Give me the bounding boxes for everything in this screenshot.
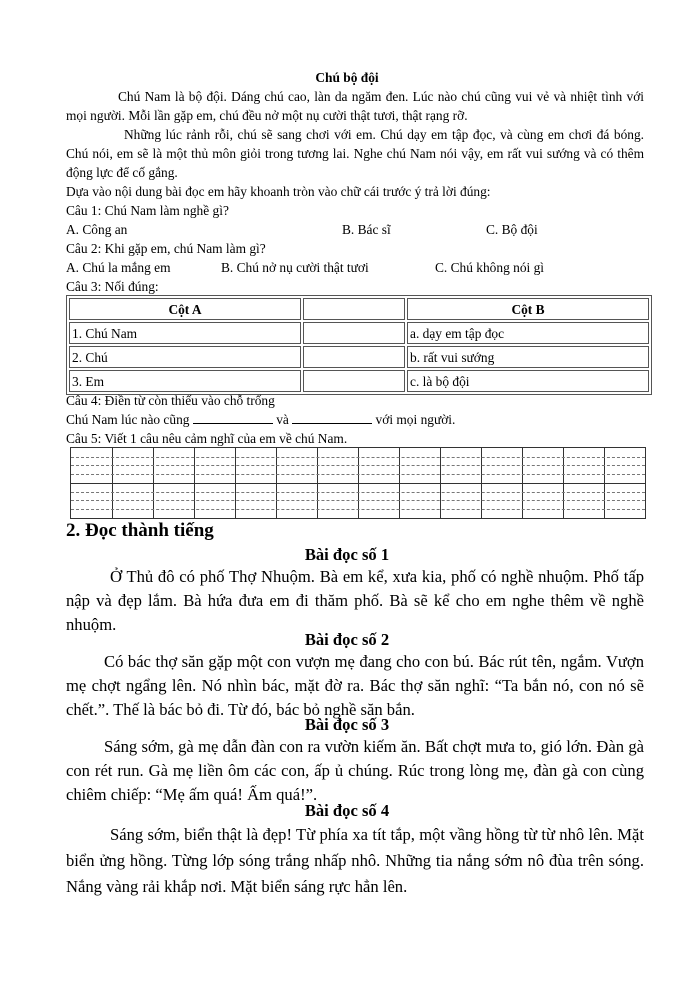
story-title: Chú bộ đội <box>315 70 379 85</box>
column-a-item[interactable]: 1. Chú Nam <box>69 322 301 344</box>
section-2-title: 2. Đọc thành tiếng <box>66 520 214 541</box>
question-2: Câu 2: Khi gặp em, chú Nam làm gì? <box>66 241 266 256</box>
blank-1[interactable] <box>193 411 273 424</box>
column-b-header: Cột B <box>407 298 649 320</box>
story-paragraph-1: Chú Nam là bộ đội. Dáng chú cao, làn da ngăm đen. Lúc nào chú cũng vui vẻ và nhiệt tình với mọi người. Mỗi lần gặp em, chú đều nở một nụ cười thật tươi, thật rạng rỡ. <box>66 89 644 123</box>
q2-option-c[interactable]: C. Chú không nói gì <box>435 260 544 275</box>
reading-3-text: Sáng sớm, gà mẹ dẫn đàn con ra vườn kiếm ăn. Bất chợt mưa to, gió lớn. Đàn gà con rét run. Gà mẹ liền ôm các con, ấp ủ chúng. Rúc trong lòng mẹ, đàn gà con cùng chiêm chiếp: “Mẹ ấm quá! Ấm quá!”. <box>66 737 644 804</box>
column-a-item[interactable]: 3. Em <box>69 370 301 392</box>
connector-cell[interactable] <box>303 298 405 320</box>
question-5: Câu 5: Viết 1 câu nêu cảm nghĩ của em về chú Nam. <box>66 431 348 446</box>
table-row <box>69 370 649 392</box>
writing-grid[interactable] <box>70 447 646 519</box>
table-header-row <box>69 298 649 320</box>
question-3: Câu 3: Nối đúng: <box>66 279 159 294</box>
connector-cell[interactable] <box>303 322 405 344</box>
table-row <box>69 322 649 344</box>
column-b-item[interactable]: c. là bộ đội <box>407 370 649 392</box>
question-1: Câu 1: Chú Nam làm nghề gì? <box>66 203 229 218</box>
q1-option-c[interactable]: C. Bộ đội <box>486 222 538 237</box>
fill-in-part-3: với mọi người. <box>375 412 456 427</box>
instruction-text: Dựa vào nội dung bài đọc em hãy khoanh tròn vào chữ cái trước ý trả lời đúng: <box>66 184 491 199</box>
q1-option-a[interactable]: A. Công an <box>66 222 128 237</box>
question-4: Câu 4: Điền từ còn thiếu vào chỗ trống <box>66 393 275 408</box>
reading-1-title: Bài đọc số 1 <box>304 545 390 564</box>
matching-table <box>66 295 652 395</box>
q2-option-b[interactable]: B. Chú nở nụ cười thật tươi <box>221 260 369 275</box>
fill-in-part-2: và <box>276 412 289 427</box>
reading-1-text: Ở Thủ đô có phố Thợ Nhuộm. Bà em kể, xưa kia, phố có nghề nhuộm. Phố tấp nập và đẹp lắm. Bà hứa đưa em đi thăm phố. Bà sẽ kể cho em nghe thêm về nghề nhuộm. <box>66 567 644 634</box>
column-a-item[interactable]: 2. Chú <box>69 346 301 368</box>
reading-4-text: Sáng sớm, biển thật là đẹp! Từ phía xa tít tắp, một vầng hồng từ từ nhô lên. Mặt biển ửng hồng. Từng lớp sóng trắng nhấp nhô. Những tia nắng sớm nô đùa trên sóng. Nắng vàng rải khắp nơi. Mặt biển sáng rực hẳn lên. <box>66 825 644 896</box>
story-paragraph-2: Những lúc rảnh rỗi, chú sẽ sang chơi với em. Chú dạy em tập đọc, và cùng em chơi đá bóng. Chú nói, em sẽ là một thủ môn giỏi trong tương lai. Nghe chú Nam nói vậy, em rất vui sướng và có thêm động lực để cố gắng. <box>66 127 644 180</box>
reading-3-title: Bài đọc số 3 <box>304 715 390 734</box>
connector-cell[interactable] <box>303 370 405 392</box>
q2-option-a[interactable]: A. Chú la mắng em <box>66 260 171 275</box>
fill-in-part-1: Chú Nam lúc nào cũng <box>66 412 190 427</box>
column-b-item[interactable]: a. dạy em tập đọc <box>407 322 649 344</box>
fill-in-sentence <box>66 410 455 429</box>
blank-2[interactable] <box>292 411 372 424</box>
column-a-header: Cột A <box>69 298 301 320</box>
table-row <box>69 346 649 368</box>
reading-2-text: Có bác thợ săn gặp một con vượn mẹ đang cho con bú. Bác rút tên, ngắm. Vượn mẹ chợt ngẩng lên. Nó nhìn bác, mặt đờ ra. Bác thợ săn nghĩ: “Ta bắn nó, con nó sẽ chết.”. Thế là bác bỏ đi. Từ đó, bác bỏ nghề săn bắn. <box>66 652 644 719</box>
column-b-item[interactable]: b. rất vui sướng <box>407 346 649 368</box>
q1-option-b[interactable]: B. Bác sĩ <box>342 222 391 237</box>
connector-cell[interactable] <box>303 346 405 368</box>
reading-4-title: Bài đọc số 4 <box>304 801 390 820</box>
reading-2-title: Bài đọc số 2 <box>304 630 390 649</box>
